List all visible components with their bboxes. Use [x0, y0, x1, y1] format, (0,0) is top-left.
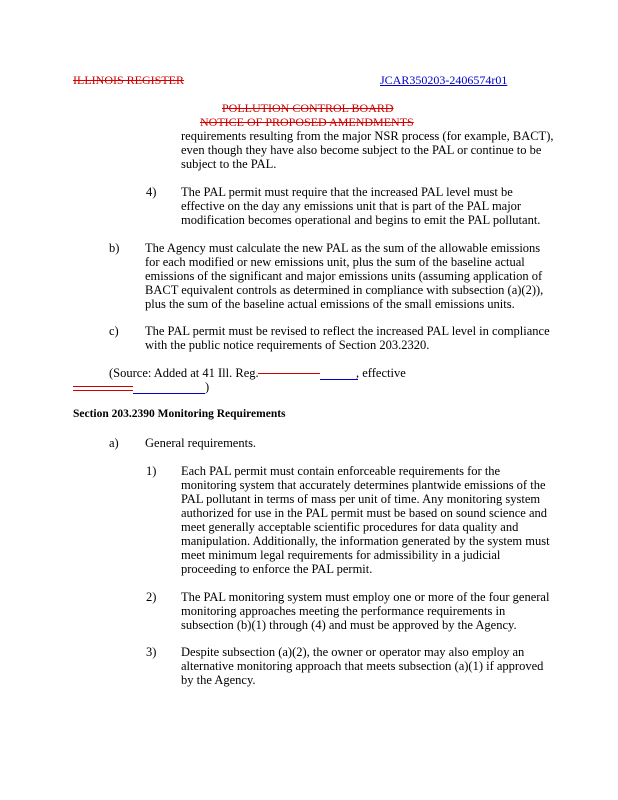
a1-line: manipulation. Additionally, the information generated by the system must — [181, 534, 550, 548]
notice-title: NOTICE OF PROPOSED AMENDMENTS — [200, 115, 414, 129]
source-note-effective: , effective — [356, 366, 406, 380]
item-4-line: effective on the day any emissions unit that is part of the PAL major — [181, 199, 522, 213]
item-4-number: 4) — [146, 185, 157, 199]
jcar-identifier: JCAR350203-2406574r01 — [380, 73, 508, 87]
item-b-line: for each modified or new emissions unit, plus the sum of the baseline actual — [145, 255, 525, 269]
item-b-number: b) — [109, 241, 120, 255]
a3-number: 3) — [146, 645, 157, 659]
item-4-line: modification becomes operational and begins to emit the PAL pollutant. — [181, 213, 541, 227]
a3-line: Despite subsection (a)(2), the owner or operator may also employ an — [181, 645, 525, 659]
register-name: ILLINOIS REGISTER — [73, 73, 184, 87]
a1-line: Each PAL permit must contain enforceable requirements for the — [181, 464, 501, 478]
effective-blank-struck — [73, 386, 133, 387]
a1-line: meet minimum legal requirements for admissibility in a judicial — [181, 548, 501, 562]
effective-blank-inserted — [133, 393, 205, 394]
item-b-line: emissions of the significant and major emissions units (assuming application of — [145, 269, 543, 283]
source-blank-struck — [258, 373, 320, 374]
a3-line: by the Agency. — [181, 673, 256, 687]
a1-line: PAL pollutant in terms of mass per unit of time. Any monitoring system — [181, 492, 541, 506]
sub-a-number: a) — [109, 436, 119, 450]
source-note-prefix: (Source: Added at 41 Ill. Reg. — [109, 366, 259, 380]
item-b-line: The Agency must calculate the new PAL as the sum of the allowable emissions — [145, 241, 541, 255]
continuation-line: even though they have also become subject to the PAL or continue to be — [181, 143, 542, 157]
source-note-close: ) — [205, 380, 210, 394]
board-name: POLLUTION CONTROL BOARD — [222, 101, 394, 115]
item-c-number: c) — [109, 324, 119, 338]
a2-line: The PAL monitoring system must employ one or more of the four general — [181, 590, 550, 604]
a2-number: 2) — [146, 590, 157, 604]
continuation-line: subject to the PAL. — [181, 157, 277, 171]
a1-line: proceeding to enforce the PAL permit. — [181, 562, 373, 576]
a2-line: subsection (b)(1) through (4) and must be approved by the Agency. — [181, 618, 517, 632]
a1-line: meet generally acceptable scientific procedures for data quality and — [181, 520, 519, 534]
a3-line: alternative monitoring approach that meets subsection (a)(1) if approved — [181, 659, 544, 673]
continuation-line: requirements resulting from the major NSR process (for example, BACT), — [181, 129, 554, 143]
section-heading: Section 203.2390 Monitoring Requirements — [73, 408, 286, 420]
item-4-line: The PAL permit must require that the increased PAL level must be — [181, 185, 513, 199]
a1-line: authorized for use in the PAL permit must be based on sound science and — [181, 506, 548, 520]
item-c-line: with the public notice requirements of Section 203.2320. — [145, 338, 430, 352]
item-b-line: plus the sum of the baseline actual emissions of the small emissions units. — [145, 297, 515, 311]
item-c-line: The PAL permit must be revised to reflect the increased PAL level in compliance — [145, 324, 550, 338]
source-blank-inserted — [320, 379, 358, 380]
sub-a-text: General requirements. — [145, 436, 257, 450]
effective-blank-struck — [73, 390, 133, 391]
a2-line: monitoring approaches meeting the performance requirements in — [181, 604, 506, 618]
a1-number: 1) — [146, 464, 157, 478]
a1-line: monitoring system that accurately determines plantwide emissions of the — [181, 478, 546, 492]
item-b-line: BACT equivalent controls as determined in compliance with subsection (a)(2)), — [145, 283, 544, 297]
